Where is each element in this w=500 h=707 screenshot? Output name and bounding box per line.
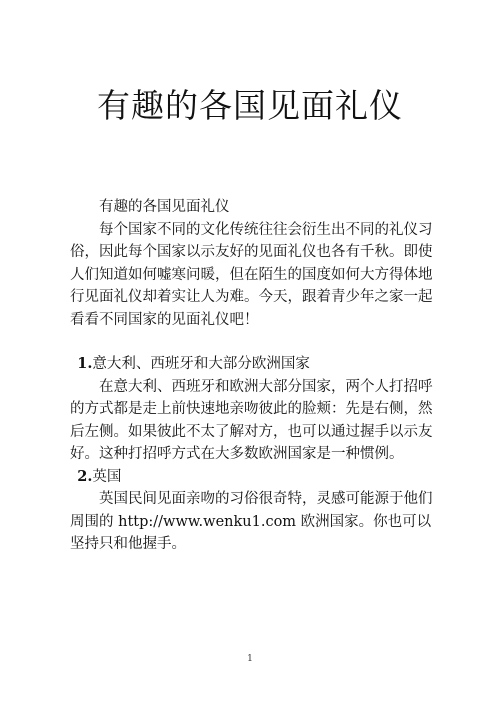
section-heading-text: 英国 [92, 468, 122, 485]
intro-paragraph: 每个国家不同的文化传统往往会衍生出不同的礼仪习俗，因此每个国家以示友好的见面礼仪也各有千秋。即使人们知道如何嘘寒问暖，但在陌生的国度如何大方得体地行见面礼仪却着实让人为难。今天，跟着青少年之家一起看看不同国家的见面礼仪吧！ [70, 221, 433, 328]
section-number: 1. [77, 355, 93, 372]
section-heading [70, 353, 435, 376]
section-heading-text: 意大利、西班牙和大部分欧洲国家 [92, 356, 310, 372]
document-body [70, 196, 435, 556]
page-number: 1 [247, 654, 253, 664]
paragraph-spacer [70, 331, 435, 353]
document-title: 有趣的各国见面礼仪 [97, 86, 403, 125]
section-heading [70, 466, 435, 489]
document-subtitle: 有趣的各国见面礼仪 [99, 199, 230, 215]
section-paragraph: 英国民间见面亲吻的习俗很奇特，灵感可能源于他们周围的 http://www.wenku1.com 欧洲国家。你也可以坚持只和他握手。 [70, 491, 433, 552]
section-number: 2. [77, 467, 93, 485]
section-paragraph: 在意大利、西班牙和欧洲大部分国家，两个人打招呼的方式都是走上前快速地亲吻彼此的脸颊：先是右侧，然后左侧。如果彼此不太了解对方，也可以通过握手以示友好。这种打招呼方式在大多数欧洲国家是一种惯例。 [70, 378, 433, 462]
